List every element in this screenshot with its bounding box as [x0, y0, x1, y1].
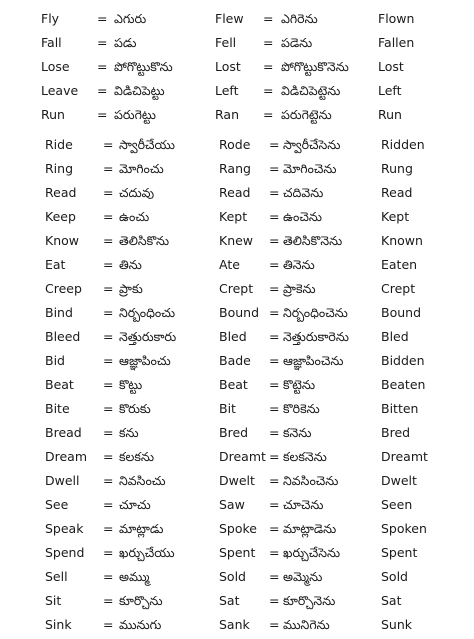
- equals-sign: =: [269, 497, 280, 512]
- base-form: Bite: [45, 401, 70, 416]
- past-form: Ran: [215, 107, 239, 122]
- base-form: Dwell: [45, 473, 80, 488]
- past-participle-form: Bound: [381, 305, 422, 320]
- past-form: Sank: [219, 617, 250, 632]
- telugu-base-meaning: నివసించు: [119, 473, 166, 488]
- equals-sign: =: [269, 473, 280, 488]
- base-form: Creep: [45, 281, 82, 296]
- telugu-past-meaning: కలకనెను: [283, 449, 327, 464]
- past-participle-form: Dwelt: [381, 473, 417, 488]
- telugu-base-meaning: నిర్బంధించు: [119, 305, 176, 320]
- telugu-base-meaning: కలకను: [119, 449, 155, 464]
- base-form: Sit: [45, 593, 62, 608]
- past-participle-form: Dreamt: [381, 449, 428, 464]
- verb-row: [0, 7, 474, 31]
- verb-row: [0, 349, 474, 373]
- equals-sign: =: [103, 545, 114, 560]
- base-form: Ride: [45, 137, 73, 152]
- past-participle-form: Bred: [381, 425, 411, 440]
- telugu-base-meaning: స్వారీచేయు: [119, 137, 175, 152]
- past-participle-form: Sold: [381, 569, 408, 584]
- verb-row: [0, 133, 474, 157]
- base-form: Fly: [41, 11, 60, 26]
- telugu-past-meaning: నిర్బంధించెను: [283, 305, 348, 320]
- verb-table-main: [0, 133, 474, 637]
- past-form: Flew: [215, 11, 244, 26]
- equals-sign: =: [103, 281, 114, 296]
- base-form: Eat: [45, 257, 66, 272]
- telugu-past-meaning: చదివెను: [283, 185, 324, 200]
- verb-row: [0, 229, 474, 253]
- base-form: Speak: [45, 521, 84, 536]
- equals-sign: =: [269, 449, 280, 464]
- past-participle-form: Bled: [381, 329, 409, 344]
- base-form: See: [45, 497, 69, 512]
- equals-sign: =: [103, 593, 114, 608]
- telugu-past-meaning: నివసించెను: [283, 473, 339, 488]
- past-form: Saw: [219, 497, 245, 512]
- base-form: Ring: [45, 161, 74, 176]
- equals-sign: =: [263, 83, 274, 98]
- telugu-base-meaning: కను: [119, 425, 139, 440]
- equals-sign: =: [97, 59, 108, 74]
- equals-sign: =: [103, 353, 114, 368]
- past-participle-form: Bitten: [381, 401, 419, 416]
- equals-sign: =: [269, 353, 280, 368]
- past-participle-form: Fallen: [378, 35, 415, 50]
- verb-row: [0, 301, 474, 325]
- equals-sign: =: [97, 11, 108, 26]
- past-form: Bred: [219, 425, 249, 440]
- equals-sign: =: [269, 425, 280, 440]
- past-participle-form: Read: [381, 185, 413, 200]
- past-participle-form: Left: [378, 83, 402, 98]
- past-participle-form: Spoken: [381, 521, 427, 536]
- equals-sign: =: [263, 107, 274, 122]
- past-form: Read: [219, 185, 251, 200]
- telugu-past-meaning: మునిగెను: [283, 617, 330, 632]
- equals-sign: =: [269, 545, 280, 560]
- past-form: Bade: [219, 353, 251, 368]
- past-participle-form: Seen: [381, 497, 413, 512]
- telugu-past-meaning: కొట్టెను: [283, 377, 316, 392]
- telugu-base-meaning: పడు: [114, 35, 137, 50]
- past-form: Kept: [219, 209, 248, 224]
- telugu-past-meaning: తెలిసికొనెను: [283, 233, 343, 248]
- past-form: Bit: [219, 401, 236, 416]
- verb-row: [0, 277, 474, 301]
- equals-sign: =: [263, 11, 274, 26]
- verb-row: [0, 421, 474, 445]
- telugu-base-meaning: పోగొట్టుకొను: [114, 59, 173, 74]
- past-form: Beat: [219, 377, 248, 392]
- telugu-past-meaning: అమ్మెను: [283, 569, 323, 584]
- equals-sign: =: [103, 377, 114, 392]
- equals-sign: =: [103, 329, 114, 344]
- telugu-base-meaning: కొరుకు: [119, 401, 151, 416]
- past-form: Rang: [219, 161, 251, 176]
- past-form: Spoke: [219, 521, 258, 536]
- verb-row: [0, 469, 474, 493]
- telugu-past-meaning: కొరికెను: [283, 401, 320, 416]
- equals-sign: =: [103, 233, 114, 248]
- base-form: Lose: [41, 59, 70, 74]
- equals-sign: =: [269, 233, 280, 248]
- telugu-base-meaning: ఆజ్ఞాపించు: [119, 353, 171, 368]
- telugu-base-meaning: మాట్లాడు: [119, 521, 164, 536]
- telugu-past-meaning: కూర్చొనెను: [283, 593, 336, 608]
- equals-sign: =: [97, 35, 108, 50]
- equals-sign: =: [103, 521, 114, 536]
- equals-sign: =: [269, 377, 280, 392]
- verb-row: [0, 373, 474, 397]
- verb-row: [0, 517, 474, 541]
- equals-sign: =: [269, 137, 280, 152]
- verb-row: [0, 493, 474, 517]
- telugu-past-meaning: పోగొట్టుకొనెను: [281, 59, 349, 74]
- telugu-past-meaning: ఆజ్ఞాపించెను: [283, 353, 344, 368]
- telugu-past-meaning: ఖర్చుచేసెను: [283, 545, 341, 560]
- equals-sign: =: [269, 161, 280, 176]
- telugu-base-meaning: మోగించు: [119, 161, 164, 176]
- telugu-base-meaning: మునుగు: [119, 617, 162, 632]
- base-form: Dream: [45, 449, 88, 464]
- past-participle-form: Lost: [378, 59, 404, 74]
- equals-sign: =: [103, 473, 114, 488]
- past-participle-form: Crept: [381, 281, 416, 296]
- equals-sign: =: [269, 305, 280, 320]
- telugu-base-meaning: కూర్చొను: [119, 593, 163, 608]
- base-form: Run: [41, 107, 65, 122]
- past-participle-form: Beaten: [381, 377, 426, 392]
- telugu-past-meaning: చూచెను: [283, 497, 324, 512]
- past-participle-form: Rung: [381, 161, 413, 176]
- base-form: Read: [45, 185, 77, 200]
- telugu-base-meaning: కొట్టు: [119, 377, 143, 392]
- telugu-base-meaning: ఎగురు: [114, 11, 147, 26]
- equals-sign: =: [103, 425, 114, 440]
- verb-row: [0, 205, 474, 229]
- telugu-base-meaning: తిను: [119, 257, 142, 272]
- verb-row: [0, 589, 474, 613]
- telugu-past-meaning: కనెను: [283, 425, 312, 440]
- equals-sign: =: [269, 401, 280, 416]
- telugu-past-meaning: ఉంచెను: [283, 209, 322, 224]
- equals-sign: =: [103, 449, 114, 464]
- verb-row: [0, 541, 474, 565]
- verb-row: [0, 181, 474, 205]
- past-participle-form: Sat: [381, 593, 402, 608]
- past-form: Sold: [219, 569, 246, 584]
- verb-row: [0, 565, 474, 589]
- base-form: Bleed: [45, 329, 81, 344]
- equals-sign: =: [103, 161, 114, 176]
- past-form: Fell: [215, 35, 237, 50]
- past-participle-form: Sunk: [381, 617, 413, 632]
- telugu-base-meaning: ఉంచు: [119, 209, 150, 224]
- telugu-past-meaning: తినెను: [283, 257, 315, 272]
- past-form: Lost: [215, 59, 241, 74]
- verb-row: [0, 103, 474, 127]
- base-form: Bread: [45, 425, 82, 440]
- telugu-past-meaning: ఎగిరెను: [281, 11, 318, 26]
- equals-sign: =: [263, 35, 274, 50]
- equals-sign: =: [103, 569, 114, 584]
- past-form: Spent: [219, 545, 256, 560]
- past-form: Bled: [219, 329, 247, 344]
- past-form: Rode: [219, 137, 251, 152]
- telugu-base-meaning: పరుగెట్టు: [114, 107, 156, 122]
- base-form: Beat: [45, 377, 74, 392]
- telugu-base-meaning: తెలిసికొను: [119, 233, 170, 248]
- telugu-base-meaning: విడిచిపెట్టు: [114, 83, 165, 98]
- equals-sign: =: [103, 617, 114, 632]
- past-participle-form: Bidden: [381, 353, 425, 368]
- base-form: Bid: [45, 353, 65, 368]
- past-participle-form: Kept: [381, 209, 410, 224]
- base-form: Bind: [45, 305, 73, 320]
- telugu-past-meaning: నెత్తురుకారెను: [283, 329, 349, 344]
- equals-sign: =: [269, 521, 280, 536]
- telugu-past-meaning: ప్రాకెను: [283, 281, 316, 296]
- telugu-base-meaning: అమ్ము: [119, 569, 150, 584]
- telugu-base-meaning: నెత్తురుకారు: [119, 329, 177, 344]
- base-form: Fall: [41, 35, 62, 50]
- verb-row: [0, 325, 474, 349]
- past-participle-form: Ridden: [381, 137, 425, 152]
- telugu-past-meaning: మాట్లాడెను: [283, 521, 337, 536]
- equals-sign: =: [97, 83, 108, 98]
- telugu-past-meaning: పడెను: [281, 35, 313, 50]
- verb-row: [0, 31, 474, 55]
- equals-sign: =: [103, 497, 114, 512]
- past-participle-form: Spent: [381, 545, 418, 560]
- past-participle-form: Eaten: [381, 257, 418, 272]
- base-form: Keep: [45, 209, 76, 224]
- base-form: Leave: [41, 83, 79, 98]
- past-participle-form: Flown: [378, 11, 415, 26]
- equals-sign: =: [269, 209, 280, 224]
- verb-row: [0, 55, 474, 79]
- telugu-past-meaning: విడిచిపెట్టెను: [281, 83, 341, 98]
- telugu-base-meaning: ఖర్చుచేయు: [119, 545, 175, 560]
- equals-sign: =: [103, 137, 114, 152]
- equals-sign: =: [269, 185, 280, 200]
- past-form: Sat: [219, 593, 240, 608]
- past-form: Bound: [219, 305, 260, 320]
- telugu-base-meaning: ప్రాకు: [119, 281, 143, 296]
- past-form: Crept: [219, 281, 254, 296]
- verb-row: [0, 445, 474, 469]
- equals-sign: =: [269, 593, 280, 608]
- verb-row: [0, 157, 474, 181]
- equals-sign: =: [103, 305, 114, 320]
- base-form: Sink: [45, 617, 72, 632]
- equals-sign: =: [269, 257, 280, 272]
- equals-sign: =: [103, 257, 114, 272]
- verb-row: [0, 253, 474, 277]
- equals-sign: =: [103, 209, 114, 224]
- base-form: Spend: [45, 545, 85, 560]
- telugu-past-meaning: పరుగెట్టెను: [281, 107, 332, 122]
- equals-sign: =: [269, 281, 280, 296]
- past-form: Dreamt: [219, 449, 266, 464]
- equals-sign: =: [269, 329, 280, 344]
- past-form: Knew: [219, 233, 254, 248]
- equals-sign: =: [97, 107, 108, 122]
- verb-row: [0, 397, 474, 421]
- telugu-base-meaning: చూచు: [119, 497, 151, 512]
- telugu-past-meaning: మోగించెను: [283, 161, 337, 176]
- past-participle-form: Run: [378, 107, 402, 122]
- base-form: Know: [45, 233, 79, 248]
- past-participle-form: Known: [381, 233, 423, 248]
- past-form: Dwelt: [219, 473, 255, 488]
- base-form: Sell: [45, 569, 68, 584]
- verb-row: [0, 79, 474, 103]
- equals-sign: =: [103, 401, 114, 416]
- past-form: Ate: [219, 257, 240, 272]
- telugu-past-meaning: స్వారీచేసెను: [283, 137, 341, 152]
- equals-sign: =: [263, 59, 274, 74]
- verb-row: [0, 613, 474, 637]
- past-form: Left: [215, 83, 239, 98]
- telugu-base-meaning: చదువు: [119, 185, 155, 200]
- equals-sign: =: [269, 569, 280, 584]
- equals-sign: =: [103, 185, 114, 200]
- equals-sign: =: [269, 617, 280, 632]
- verb-table-top: [0, 7, 474, 127]
